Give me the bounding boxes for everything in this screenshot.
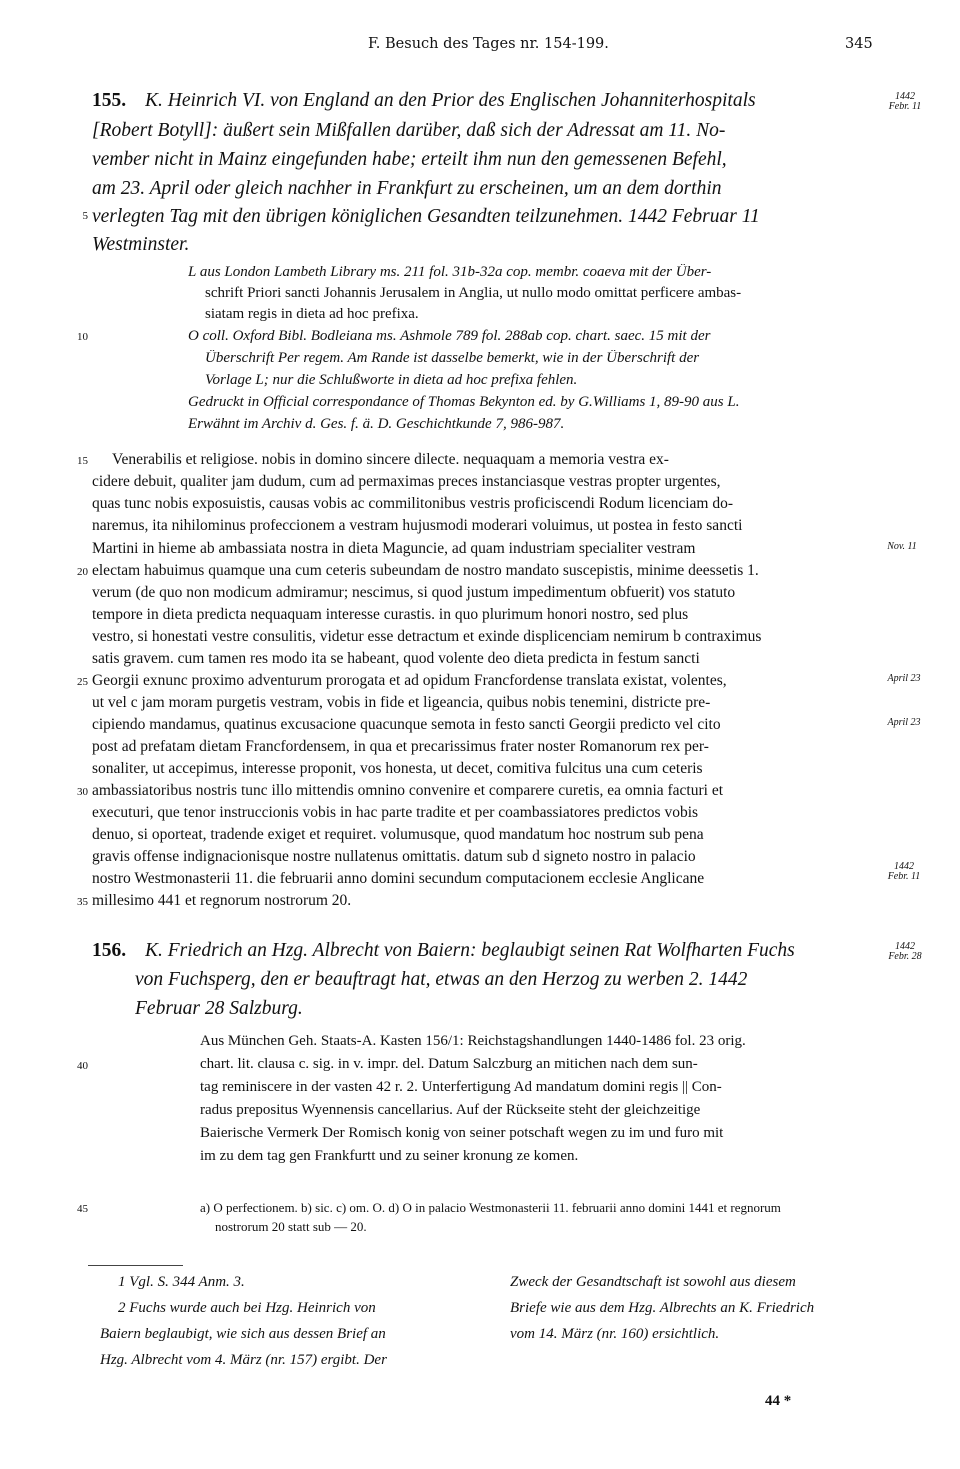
text-line: gravis offense indignacionisque nostre nullatenus omittatis. datum sub d signeto nostro in palacio bbox=[92, 848, 696, 865]
footnote-line: 2 Fuchs wurde auch bei Hzg. Heinrich von bbox=[118, 1300, 376, 1316]
apparatus-line: Baierische Vermerk Der Romisch konig von seiner potschaft wegen zu im und furo mit bbox=[200, 1125, 724, 1141]
doc156-number: 156. bbox=[92, 940, 127, 961]
margin-date: April 23 bbox=[887, 673, 921, 684]
signature-mark: 44 * bbox=[765, 1393, 792, 1409]
text-line: tempore in dieta predicta nequaquam interesse curastis. in quo plurimum honori nostro, sed plus bbox=[92, 606, 689, 623]
apparatus-line: Vorlage L; nur die Schlußworte in dieta ad hoc prefixa fehlen. bbox=[205, 372, 578, 388]
text-line: ut vel c jam moram purgetis vestram, vobis in fide et ligeancia, quibus nobis tenemini, districte pre- bbox=[92, 694, 711, 711]
margin-date: April 23 bbox=[887, 717, 921, 728]
apparatus-line: Gedruckt in Official correspondance of Thomas Bekynton ed. by G.Williams 1, 89-90 aus L. bbox=[188, 394, 740, 410]
text-line: ambassiatoribus nostris tunc illo mittendis omnino convenire et comparere curetis, ea omnia facturi et bbox=[92, 782, 724, 799]
apparatus-line: siatam regis in dieta ad hoc prefixa. bbox=[205, 306, 419, 322]
regest-line: vember nicht in Mainz eingefunden habe; erteilt ihm nun den gemessenen Befehl, bbox=[92, 149, 727, 170]
text-line: post ad prefatam dietam Francfordensem, in qua et precarissimus frater noster Romanorum rex per- bbox=[92, 738, 709, 755]
footnote-line: 1 Vgl. S. 344 Anm. 3. bbox=[118, 1274, 245, 1290]
text-line: Venerabilis et religiose. nobis in domino sincere dilecte. nequaquam a memoria vestra ex- bbox=[112, 451, 669, 468]
text-line: denuo, si oporteat, tradende exiget et requiret. volumusque, quod mandatum hoc nostrum sub pena bbox=[92, 826, 704, 843]
text-line: electam habuimus quamque una cum ceteris subeundam de nostro mandato suscepistis, minime deessetis 1. bbox=[92, 562, 759, 579]
footnote-line: Zweck der Gesandtschaft ist sowohl aus diesem bbox=[510, 1274, 796, 1290]
text-line: naremus, ita nihilominus profeccionem a vestram hujusmodi moderari voluimus, ut postea in festo sancti bbox=[92, 517, 743, 534]
line-number: 20 bbox=[77, 566, 88, 578]
apparatus-line: O coll. Oxford Bibl. Bodleiana ms. Ashmole 789 fol. 288ab cop. chart. saec. 15 mit der bbox=[188, 328, 711, 344]
apparatus-line: chart. lit. clausa c. sig. in v. impr. del. Datum Salczburg an mitichen nach dem sun- bbox=[200, 1056, 698, 1072]
variant-line: a) O perfectionem. b) sic. c) om. O. d) O in palacio Westmonasterii 11. februarii anno domini 1441 et regnorum bbox=[200, 1200, 781, 1215]
footnote-line: Baiern beglaubigt, wie sich aus dessen Brief an bbox=[100, 1326, 386, 1342]
line-number: 25 bbox=[77, 676, 88, 688]
text-line: executuri, que tenor instruccionis vobis in hac parte tradite et per coambassiatores predictos vobis bbox=[92, 804, 699, 821]
regest-line: von Fuchsperg, den er beauftragt hat, etwas an den Herzog zu werben 2. 1442 bbox=[135, 969, 748, 990]
margin-date: 1442 Febr. 11 bbox=[887, 861, 921, 882]
text-line: cipiendo mandamus, quatinus excusacione quacunque semota in festo sancti Georgii predicto vel cito bbox=[92, 716, 721, 733]
text-line: vestro, si honestati vestre consulitis, videtur esse detractum et exinde displicenciam nemirum b contraximus bbox=[92, 628, 762, 645]
apparatus-line: schrift Priori sancti Johannis Jerusalem in Anglia, ut nullo modo omittat perficere ambas- bbox=[205, 285, 742, 301]
line-number: 30 bbox=[77, 786, 88, 798]
text-line: Georgii exnunc proximo adventurum prorogata et ad opidum Francfordense translata existat, volentes, bbox=[92, 672, 727, 689]
apparatus-line: Überschrift Per regem. Am Rande ist dasselbe bemerkt, wie in der Überschrift der bbox=[205, 350, 700, 366]
text-line: verum (de quo non modicum admiramur; nescimus, si quod justum impedimentum obfuerit) vos statuto bbox=[92, 584, 736, 601]
text-line: millesimo 441 et regnorum nostrorum 20. bbox=[92, 892, 352, 909]
regest-line: verlegten Tag mit den übrigen königlichen Gesandten teilzunehmen. 1442 Februar 11 bbox=[92, 206, 760, 227]
apparatus-line: im zu dem tag gen Frankfurtt und zu seiner kronung ze komen. bbox=[200, 1148, 579, 1164]
apparatus-line: Erwähnt im Archiv d. Ges. f. ä. D. Geschichtkunde 7, 986-987. bbox=[188, 416, 565, 432]
line-number: 45 bbox=[77, 1203, 88, 1215]
apparatus-line: Aus München Geh. Staats-A. Kasten 156/1: Reichstagshandlungen 1440-1486 fol. 23 orig. bbox=[200, 1033, 746, 1049]
line-number: 35 bbox=[77, 896, 88, 908]
text-line: quas tunc nobis exposuistis, causas vobis ac commilitonibus vestris proficiscendi Rodum licenciam do- bbox=[92, 495, 733, 512]
apparatus-line: tag reminiscere in der vasten 42 r. 2. Unterfertigung Ad mandatum domini regis || Con- bbox=[200, 1079, 722, 1095]
footnote-line: Briefe wie aus dem Hzg. Albrechts an K. Friedrich bbox=[510, 1300, 815, 1316]
running-title: F. Besuch des Tages nr. 154-199. bbox=[368, 36, 609, 52]
text-line: Martini in hieme ab ambassiata nostra in dieta Maguncie, ad quam industriam specialiter vestram bbox=[92, 540, 696, 557]
footnote-line: Hzg. Albrecht vom 4. März (nr. 157) ergibt. Der bbox=[100, 1352, 387, 1368]
regest-line: K. Heinrich VI. von England an den Prior des Englischen Johanniterhospitals bbox=[145, 90, 756, 111]
page-number: 345 bbox=[845, 36, 873, 52]
doc155-number: 155. bbox=[92, 90, 127, 111]
line-number: 40 bbox=[77, 1060, 88, 1072]
regest-line: am 23. April oder gleich nachher in Frankfurt zu erscheinen, um an dem dorthin bbox=[92, 178, 722, 199]
text-line: sonaliter, ut accepimus, interesse proponit, vos honesta, ut decet, comitiva fulcitus una cum ceteris bbox=[92, 760, 703, 777]
regest-line: Februar 28 Salzburg. bbox=[135, 998, 303, 1019]
variant-line: nostrorum 20 statt sub — 20. bbox=[215, 1219, 367, 1234]
apparatus-line: L aus London Lambeth Library ms. 211 fol. 31b-32a cop. membr. coaeva mit der Über- bbox=[188, 264, 712, 280]
line-number: 15 bbox=[77, 455, 88, 467]
regest-line: [Robert Botyll]: äußert sein Mißfallen darüber, daß sich der Adressat am 11. No- bbox=[92, 120, 726, 141]
text-line: nostro Westmonasterii 11. die februarii anno domini secundum computacionem ecclesie Anglicane bbox=[92, 870, 705, 887]
margin-date: 1442 Febr. 28 bbox=[888, 941, 922, 962]
line-number: 5 bbox=[82, 210, 88, 222]
margin-date: 1442 Febr. 11 bbox=[888, 91, 922, 112]
text-line: satis gravem. cum tamen res modo ita se habeant, quod volente deo dieta predicta in festum sancti bbox=[92, 650, 700, 667]
regest-line: Westminster. bbox=[92, 234, 190, 255]
apparatus-line: radus prepositus Wyennensis cancellarius. Auf der Rückseite steht der gleichzeitige bbox=[200, 1102, 701, 1118]
line-number: 10 bbox=[77, 331, 88, 343]
footnote-line: vom 14. März (nr. 160) ersichtlich. bbox=[510, 1326, 720, 1342]
margin-date: Nov. 11 bbox=[887, 541, 917, 552]
footnote-separator bbox=[88, 1265, 183, 1266]
text-line: cidere debuit, qualiter jam dudum, cum ad permaximas preces instanciasque vestras propter urgentes, bbox=[92, 473, 721, 490]
regest-line: K. Friedrich an Hzg. Albrecht von Baiern: beglaubigt seinen Rat Wolfharten Fuchs bbox=[145, 940, 795, 961]
